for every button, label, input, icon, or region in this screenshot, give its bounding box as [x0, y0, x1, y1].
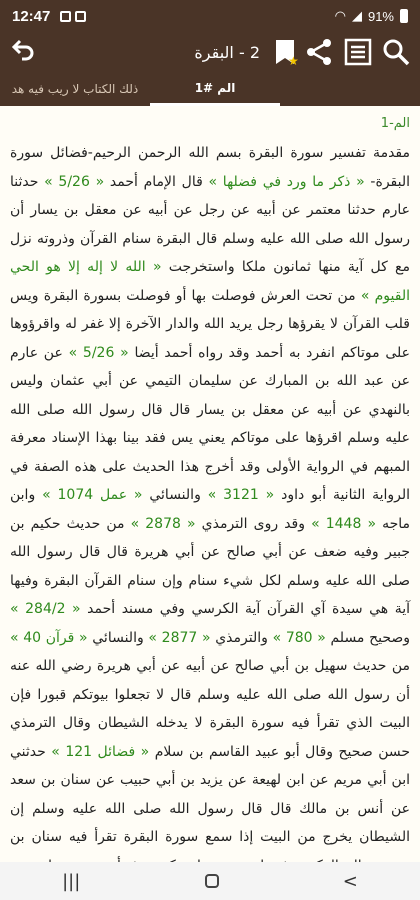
tafsir-text-segment: حدثني ابن أبي مريم عن ابن لهيعة عن يزيد بن أبي حبيب عن سنان بن سعد عن أنس بن مالك قال قال رسول الله صلى الله عليه وسلم إن الشيطان يخرج من البيت إذا سمع سورة البقرة تقرأ فيه سنان بن [10, 743, 410, 845]
tafsir-text-segment: من حديث سهيل بن أبي صالح عن أبيه عن أبي هريرة رضي الله عنه أن رسول الله صلى الله عليه وسلم قال لا تجعلوا بيوتكم قبورا فإن البيت الذي تقرأ فيه سورة البقرة لا يدخله الشيطان وقال الترمذي حسن صحيح وقال أبو عبيد القاسم بن سلام [10, 658, 410, 760]
reference-citation: « 5/26 » [68, 344, 129, 361]
tafsir-text-segment: والنسائي [142, 487, 208, 503]
tafsir-text-segment: عن عارم عن عبد الله بن المبارك عن سليمان التيمي عن أبي عثمان وليس بالنهدي عن أبيه عن معقل بن يسار قال قال رسول الله صلى الله عليه وسلم اقرؤها على موتاكم يعني يس فقد بينا بهذا الإسناد معرفة المبهم في الرواية الأولى وقد أخرج هذا الحديث على هذه الصفة في الرواية الثانية أبو داود [10, 344, 411, 503]
battery-percent: 91% [367, 8, 394, 24]
wifi-icon: ◠ [334, 8, 346, 23]
reference-citation: « 780 » [272, 629, 326, 646]
recent-apps-icon[interactable]: ||| [62, 870, 81, 892]
tafsir-text-segment: قال الإمام أحمد [104, 173, 209, 190]
reference-citation: « 2878 » [130, 515, 196, 532]
reference-citation: « ذكر ما ورد في فضلها » [208, 173, 365, 190]
reference-citation: « الله لا إله إلا هو الحي القيوم » [10, 259, 410, 304]
system-nav-bar [0, 862, 420, 900]
reference-citation: « 5/26 » [44, 173, 105, 190]
tafsir-text-segment: وابن ماجه [10, 487, 411, 532]
home-icon[interactable] [205, 874, 219, 888]
tafsir-text-segment: من حديث حكيم بن جبير وفيه ضعف عن أبي صالح عن أبي هريرة قال قال رسول الله صلى الله عليه وسلم لكل شيء سنام وإن سنام القرآن البقرة وفيها آية هي سيدة آي القرآن آية الكرسي وفي مسند أحمد [10, 515, 411, 617]
reference-citation: « 2877 » [148, 629, 211, 646]
tab-bar [0, 72, 420, 106]
tafsir-text [10, 139, 410, 880]
notification-icon-2 [75, 11, 86, 22]
reference-citation: « فضائل 121 » [51, 743, 150, 760]
share-icon[interactable] [304, 37, 334, 67]
back-nav-icon[interactable]: < [342, 870, 358, 892]
bookmark-icon[interactable] [276, 40, 299, 68]
tafsir-text-segment: والترمذي [210, 629, 273, 646]
tafsir-text-segment: وقد روى الترمذي [195, 515, 312, 532]
list-icon[interactable] [344, 38, 372, 66]
tafsir-text-segment: من تحت العرش فوصلت بها أو فوصلت بسورة البقرة ويس قلب القرآن لا يقرؤها رجل يريد الله والدار الآخرة إلا غفر له واقرؤوها على موتاكم انفرد به أحمد وقد رواه أحمد أيضا [10, 287, 410, 361]
reference-citation: « 284/2 » [10, 601, 81, 617]
verse-label: الم-1 [380, 116, 410, 131]
tafsir-text-segment: والنسائي [87, 629, 149, 646]
search-icon[interactable] [382, 38, 410, 66]
tafsir-text-segment: وصحيح مسلم [325, 629, 411, 646]
signal-icon: ◢ [351, 8, 362, 23]
surah-title: 2 - البقرة [194, 42, 260, 62]
tafsir-text-segment: مقدمة تفسير سورة البقرة بسم الله الرحمن الرحيم-فضائل سورة البقرة- [10, 145, 411, 190]
reference-citation: « قرآن 40 » [10, 629, 88, 646]
back-arrow-icon[interactable] [10, 36, 40, 69]
status-bar [0, 0, 420, 32]
reference-citation: « 3121 » [207, 487, 275, 503]
tab-current-verse[interactable]: الم #1 [150, 72, 280, 106]
notification-icon [60, 11, 71, 22]
reference-citation: « عمل 1074 » [42, 487, 143, 503]
app-bar [0, 32, 420, 72]
tab-next-verse[interactable]: ذلك الكتاب لا ريب فيه هد [11, 82, 139, 96]
tafsir-text-segment: حدثنا عارم حدثنا معتمر عن أبيه عن رجل عن أبيه عن معقل بن يسار أن رسول الله صلى الله عليه وسلم قال البقرة سنام القرآن وذروته نزل مع كل آية منها ثمانون ملكا واستخرجت [10, 173, 410, 275]
tafsir-content[interactable] [0, 106, 420, 862]
reference-citation: « 1448 » [311, 515, 377, 532]
battery-icon [400, 9, 408, 23]
status-time: 12:47 [12, 7, 51, 25]
star-icon: ★ [288, 54, 299, 68]
